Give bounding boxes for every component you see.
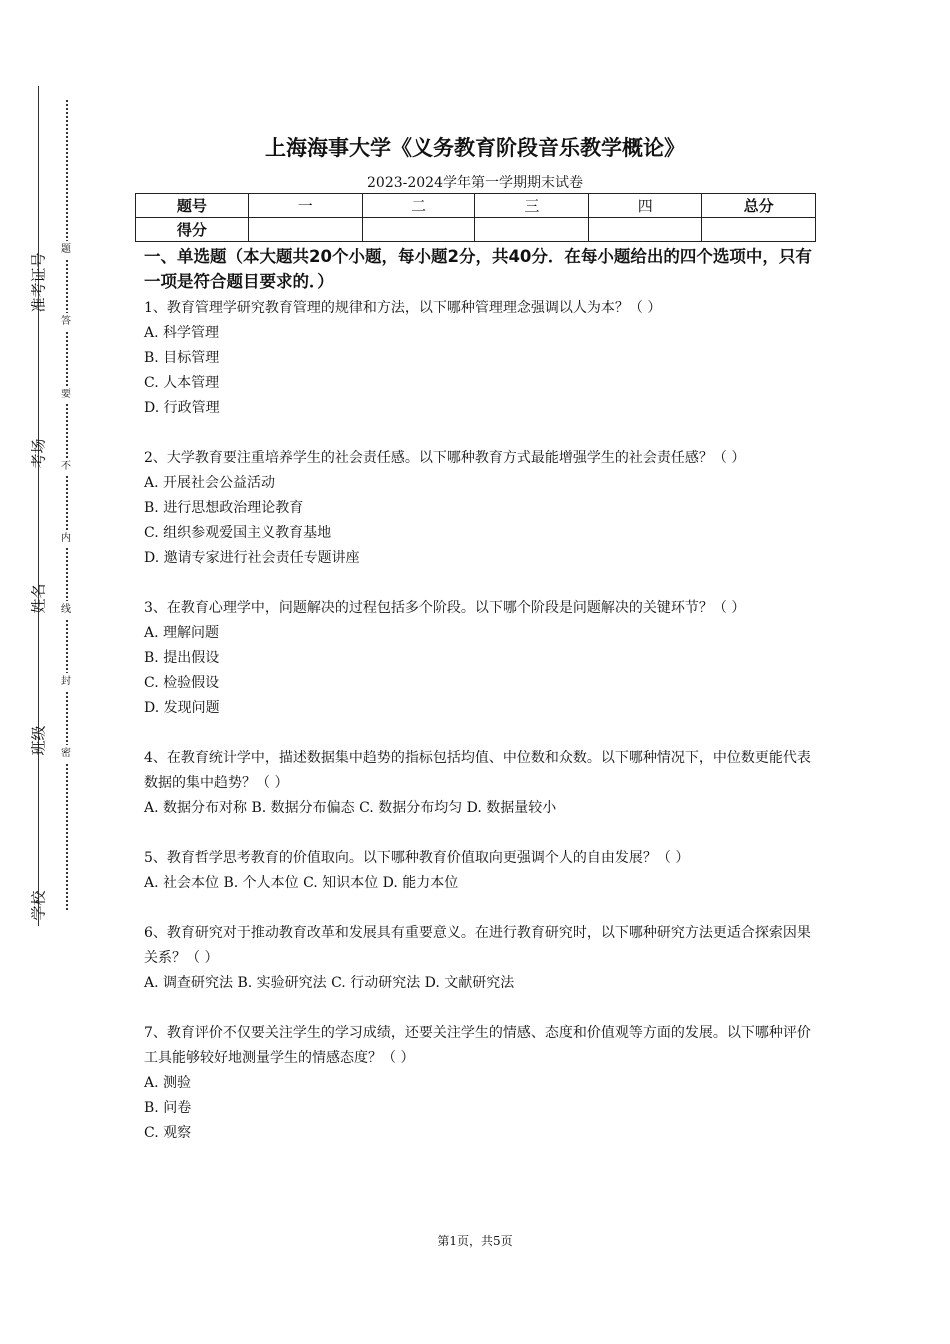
question-option: C. 观察 bbox=[144, 1125, 192, 1141]
score-cell: 得分 bbox=[136, 218, 249, 242]
question-block bbox=[144, 921, 824, 996]
question-stem: 6、教育研究对于推动教育改革和发展具有重要意义。在进行教育研究时，以下哪种研究方法更适合探索因果关系？（ ） bbox=[144, 925, 811, 966]
question-option: D. 行政管理 bbox=[144, 400, 220, 416]
question-option: B. 提出假设 bbox=[144, 650, 220, 666]
seal-dotted-line bbox=[66, 100, 68, 910]
score-cell: 三 bbox=[475, 194, 589, 218]
question-block bbox=[144, 846, 824, 896]
question-block bbox=[144, 596, 824, 721]
seal-char: 答 bbox=[57, 313, 75, 331]
question-option: A. 社会本位 B. 个人本位 C. 知识本位 D. 能力本位 bbox=[144, 875, 459, 891]
question-stem: 7、教育评价不仅要关注学生的学习成绩，还要关注学生的情感、态度和价值观等方面的发展。以下哪种评价工具能够较好地测量学生的情感态度？（ ） bbox=[144, 1025, 811, 1066]
question-block bbox=[144, 296, 824, 421]
exam-subtitle: 2023-2024学年第一学期期末试卷 bbox=[367, 175, 583, 191]
question-stem: 3、在教育心理学中，问题解决的过程包括多个阶段。以下哪个阶段是问题解决的关键环节？（ ） bbox=[144, 600, 746, 616]
score-cell: 题号 bbox=[136, 194, 249, 218]
school-label: 学校 bbox=[29, 890, 48, 921]
question-block bbox=[144, 446, 824, 571]
score-cell bbox=[248, 218, 362, 242]
question-stem: 4、在教育统计学中，描述数据集中趋势的指标包括均值、中位数和众数。以下哪种情况下，中位数更能代表数据的集中趋势？（ ） bbox=[144, 750, 811, 791]
question-option: A. 科学管理 bbox=[144, 325, 220, 341]
question-option: C. 组织参观爱国主义教育基地 bbox=[144, 525, 332, 541]
score-header-row bbox=[136, 194, 816, 218]
question-block bbox=[144, 746, 824, 821]
seal-char: 密 bbox=[57, 745, 75, 763]
section-heading: 一、单选题（本大题共20个小题，每小题2分，共40分．在每小题给出的四个选项中，只有一项是符合题目要求的．） bbox=[144, 247, 812, 291]
page-footer: 第1页，共5页 bbox=[437, 1234, 513, 1248]
score-cell bbox=[589, 218, 702, 242]
question-option: D. 邀请专家进行社会责任专题讲座 bbox=[144, 550, 360, 566]
question-area bbox=[144, 244, 824, 1171]
score-cell bbox=[702, 218, 816, 242]
question-option: A. 理解问题 bbox=[144, 625, 220, 641]
binding-line bbox=[38, 86, 39, 926]
score-cell: 一 bbox=[248, 194, 362, 218]
score-cell: 四 bbox=[589, 194, 702, 218]
question-option: B. 进行思想政治理论教育 bbox=[144, 500, 304, 516]
seal-char: 不 bbox=[57, 458, 75, 476]
score-cell: 二 bbox=[362, 194, 475, 218]
exam-title: 上海海事大学《义务教育阶段音乐教学概论》 bbox=[265, 136, 685, 160]
score-value-row bbox=[136, 218, 816, 242]
question-option: C. 人本管理 bbox=[144, 375, 220, 391]
question-option: B. 目标管理 bbox=[144, 350, 220, 366]
score-cell bbox=[362, 218, 475, 242]
name-label: 姓名 bbox=[29, 583, 48, 614]
score-table bbox=[135, 193, 816, 242]
question-block bbox=[144, 1021, 824, 1146]
question-option: A. 调查研究法 B. 实验研究法 C. 行动研究法 D. 文献研究法 bbox=[144, 975, 515, 991]
question-option: A. 测验 bbox=[144, 1075, 192, 1091]
seal-char: 线 bbox=[57, 601, 75, 619]
seal-char: 内 bbox=[57, 530, 75, 548]
class-label: 班级 bbox=[29, 725, 48, 756]
score-cell bbox=[475, 218, 589, 242]
question-option: B. 问卷 bbox=[144, 1100, 192, 1116]
score-cell: 总分 bbox=[702, 194, 816, 218]
question-option: A. 数据分布对称 B. 数据分布偏态 C. 数据分布均匀 D. 数据量较小 bbox=[144, 800, 557, 816]
question-stem: 2、大学教育要注重培养学生的社会责任感。以下哪种教育方式最能增强学生的社会责任感？（ ） bbox=[144, 450, 746, 466]
question-option: C. 检验假设 bbox=[144, 675, 220, 691]
seal-char: 题 bbox=[57, 241, 75, 259]
seal-char: 要 bbox=[57, 386, 75, 404]
exam-room-label: 考场 bbox=[29, 438, 48, 469]
question-option: D. 发现问题 bbox=[144, 700, 220, 716]
question-stem: 5、教育哲学思考教育的价值取向。以下哪种教育价值取向更强调个人的自由发展？（ ） bbox=[144, 850, 690, 866]
exam-id-label: 准考证号 bbox=[29, 252, 48, 313]
seal-char: 封 bbox=[57, 673, 75, 691]
question-stem: 1、教育管理学研究教育管理的规律和方法，以下哪种管理理念强调以人为本？（ ） bbox=[144, 300, 662, 316]
question-option: A. 开展社会公益活动 bbox=[144, 475, 276, 491]
